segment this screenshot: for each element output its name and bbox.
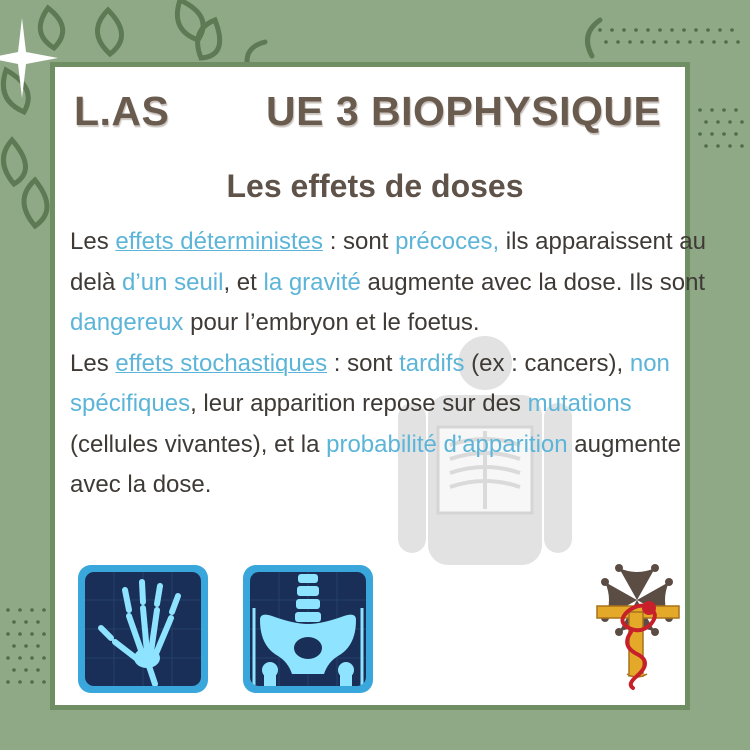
pelvis-xray-icon	[243, 565, 373, 693]
text-fragment: , leur apparition repose sur des	[190, 390, 528, 417]
text-fragment: (ex : cancers),	[464, 349, 630, 377]
text-fragment: : sont	[323, 228, 396, 255]
text-fragment: , et	[223, 268, 264, 296]
occitan-cross-logo	[575, 562, 700, 692]
header-course-title: UE 3 BIOPHYSIQUE	[266, 88, 662, 134]
text-fragment: : sont	[327, 349, 400, 377]
header-las-label: L.AS	[74, 88, 170, 134]
highlight-term: mutations	[527, 390, 632, 417]
text-fragment: (cellules vivantes), et la	[70, 430, 327, 458]
highlight-term: effets stochastiques	[115, 349, 328, 377]
hand-xray-icon	[78, 565, 208, 693]
highlight-term: précoces,	[395, 228, 500, 255]
text-fragment: augmente avec la dose. Ils sont	[360, 268, 706, 296]
text-fragment: Les	[70, 228, 116, 255]
paragraph-stochastic	[70, 344, 710, 506]
highlight-term: probabilité d’apparition	[326, 430, 568, 458]
highlight-term: la gravité	[263, 268, 361, 296]
page-subtitle: Les effets de doses	[226, 168, 524, 204]
highlight-term: non spécifiques	[70, 349, 670, 417]
text-fragment: ils apparaissent au delà	[70, 228, 706, 296]
paragraph-deterministic	[70, 222, 710, 344]
body-text	[70, 222, 710, 506]
highlight-term: dangereux	[70, 309, 184, 336]
text-fragment: Les	[70, 349, 116, 377]
highlight-term: tardifs	[399, 349, 465, 377]
text-fragment: augmente avec la dose.	[70, 430, 682, 498]
text-fragment: pour l’embryon et le foetus.	[183, 309, 480, 336]
highlight-term: effets déterministes	[115, 228, 324, 255]
highlight-term: d’un seuil	[122, 268, 224, 296]
